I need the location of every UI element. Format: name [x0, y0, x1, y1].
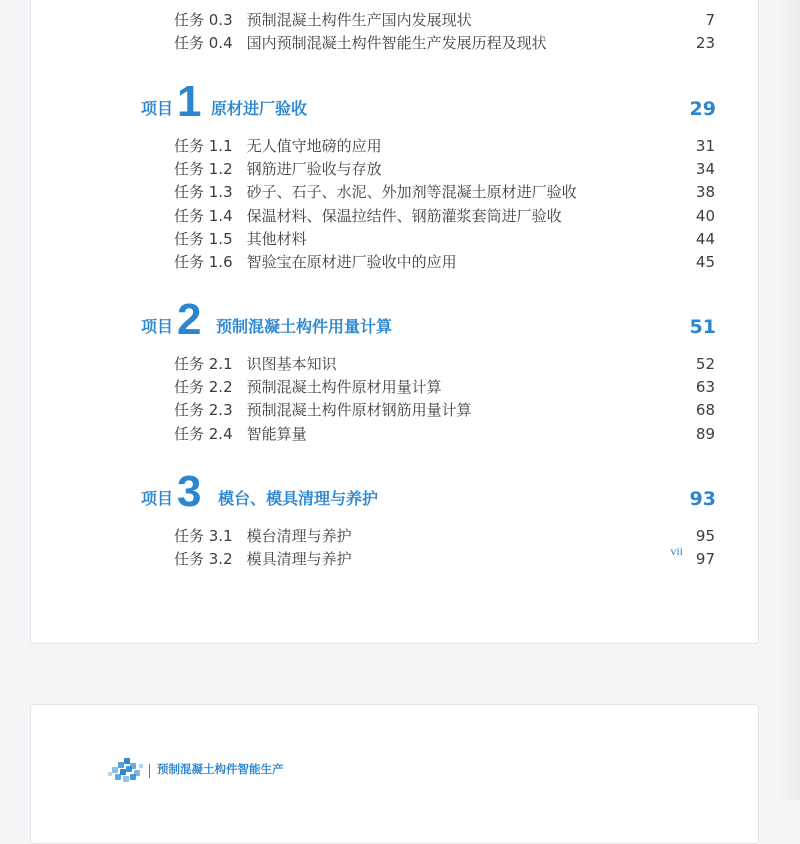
project-label: 项目 [141, 99, 174, 118]
task-title: 预制混凝土构件生产国内发展现状 [246, 11, 472, 29]
toc-task-row[interactable] [174, 181, 715, 203]
project-label: 项目 [141, 489, 174, 508]
toc-task-row[interactable] [174, 399, 715, 421]
toc-project-heading[interactable] [141, 297, 716, 343]
task-page-number: 44 [695, 229, 715, 248]
project-title: 原材进厂验收 [211, 99, 308, 118]
task-page-number: 63 [695, 378, 715, 397]
task-page-number: 95 [695, 527, 715, 545]
task-page-number: 7 [705, 11, 715, 29]
task-page-number: 40 [695, 206, 715, 225]
toc-task-row[interactable] [174, 423, 715, 445]
task-title: 保温材料、保温拉结件、钢筋灌浆套筒进厂验收 [246, 206, 562, 225]
toc-project-heading[interactable] [141, 79, 716, 125]
task-page-number: 31 [695, 137, 715, 155]
project-page-number: 93 [689, 488, 716, 510]
task-number: 任务 0.4 [174, 34, 233, 52]
toc-task-row[interactable] [174, 135, 715, 157]
task-number: 任务 3.1 [174, 527, 233, 545]
task-page-number: 52 [695, 355, 715, 373]
project-number: 2 [177, 295, 202, 344]
task-title: 预制混凝土构件原材钢筋用量计算 [246, 401, 472, 420]
task-number: 任务 1.4 [174, 206, 233, 225]
header-divider [149, 764, 150, 778]
task-number: 任务 2.3 [174, 401, 233, 420]
toc-task-row[interactable] [174, 376, 715, 398]
task-title: 模台清理与养护 [246, 527, 352, 545]
toc-task-row[interactable] [174, 9, 715, 31]
task-number: 任务 2.1 [174, 355, 233, 373]
task-title: 国内预制混凝土构件智能生产发展历程及现状 [246, 34, 547, 52]
task-number: 任务 1.2 [174, 160, 233, 179]
toc-project-heading[interactable] [141, 469, 716, 515]
task-number: 任务 3.2 [174, 550, 233, 569]
toc-task-row[interactable] [174, 548, 715, 570]
project-number: 1 [177, 77, 202, 126]
task-title: 无人值守地磅的应用 [246, 137, 382, 155]
task-title: 智验宝在原材进厂验收中的应用 [246, 253, 457, 271]
task-page-number: 34 [695, 160, 715, 179]
toc-task-row[interactable] [174, 525, 715, 547]
task-title: 预制混凝土构件原材用量计算 [246, 378, 442, 397]
task-title: 其他材料 [246, 229, 307, 248]
task-page-number: 97 [695, 550, 715, 569]
document-page-next [30, 704, 759, 844]
task-title: 识图基本知识 [246, 355, 337, 373]
task-title: 钢筋进厂验收与存放 [246, 160, 382, 179]
task-number: 任务 1.1 [174, 137, 233, 155]
task-page-number: 23 [695, 34, 715, 52]
toc-task-row[interactable] [174, 205, 715, 227]
task-page-number: 68 [695, 401, 715, 420]
document-page-toc [30, 0, 759, 644]
task-title: 模具清理与养护 [246, 550, 352, 569]
task-number: 任务 1.6 [174, 253, 233, 271]
task-number: 任务 2.2 [174, 378, 233, 397]
page-folio: vii [670, 544, 683, 558]
toc-task-row[interactable] [174, 158, 715, 180]
task-title: 智能算量 [246, 424, 307, 443]
task-number: 任务 0.3 [174, 11, 233, 29]
task-number: 任务 2.4 [174, 424, 233, 443]
running-header-title: 预制混凝土构件智能生产 [157, 762, 284, 776]
toc-task-row[interactable] [174, 228, 715, 250]
toc-task-row[interactable] [174, 353, 715, 375]
task-number: 任务 1.3 [174, 183, 233, 202]
project-label: 项目 [141, 317, 174, 336]
project-title: 预制混凝土构件用量计算 [216, 317, 393, 336]
project-number: 3 [177, 467, 202, 516]
task-page-number: 89 [695, 424, 715, 443]
project-page-number: 29 [689, 98, 716, 120]
puzzle-cube-logo-icon [106, 753, 146, 785]
project-title: 模台、模具清理与养护 [218, 489, 379, 508]
task-number: 任务 1.5 [174, 229, 233, 248]
toc-task-row[interactable] [174, 251, 715, 273]
viewer-edge-shadow [778, 0, 800, 800]
toc-task-row[interactable] [174, 32, 715, 54]
task-page-number: 45 [695, 253, 715, 271]
project-page-number: 51 [689, 316, 716, 338]
task-page-number: 38 [695, 183, 715, 202]
task-title: 砂子、石子、水泥、外加剂等混凝土原材进厂验收 [246, 183, 577, 202]
